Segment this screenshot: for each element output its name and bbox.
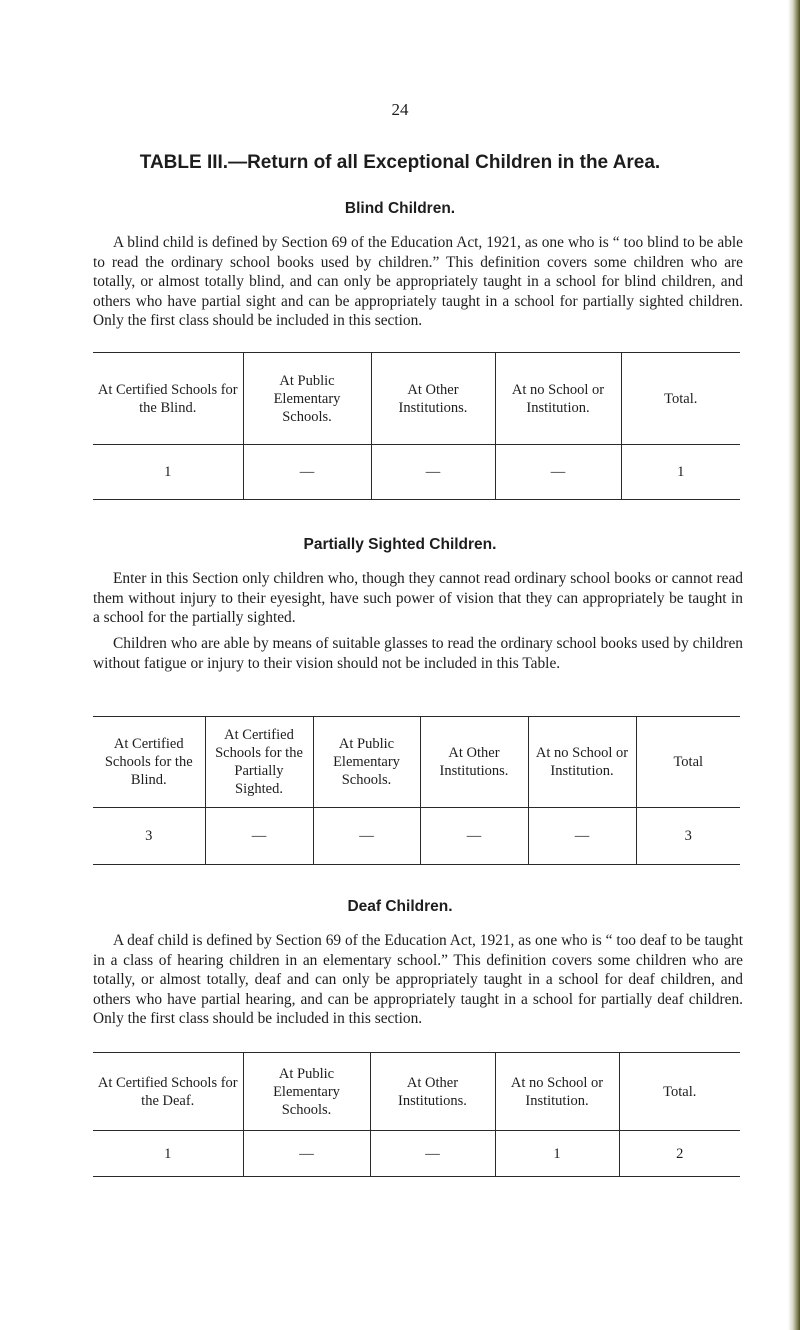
header-certified-schools-partially-sighted: At Certified Schools for the Partially Sighted. (205, 717, 313, 808)
partially-sighted-paragraph-1: Enter in this Section only children who, though they cannot read ordinary school books or cannot read them without injury to their eyesight, have such power of vision that they can appropriately be taught in a school for the partially sighted. (93, 570, 743, 627)
deaf-children-table (93, 1052, 740, 1177)
blind-definition-paragraph: A blind child is defined by Section 69 of the Education Act, 1921, as one who is “ too blind to be able to read the ordinary school books used by children.” This definition covers some children who are totally, or almost totally blind, and can only be appropriately taught in a school for blind children, and others who have partial sight and can be appropriately taught in a school for partially sighted children. Only the first class should be included in this section. (93, 234, 743, 330)
header-no-school: At no School or Institution. (495, 1053, 619, 1131)
value-public-elementary: — (313, 808, 420, 865)
value-certified-schools-blind: 3 (145, 828, 153, 844)
value-no-school: 1 (495, 1131, 619, 1177)
header-no-school: At no School or Institution. (528, 717, 636, 808)
partially-sighted-paragraph-2: Children who are able by means of suitable glasses to read the ordinary school books used by children without fatigue or injury to their vision should not be included in this Table. (93, 635, 743, 672)
value-other-institutions: — (371, 445, 495, 500)
header-no-school: At no School or Institution. (495, 353, 621, 445)
value-no-school: — (495, 445, 621, 500)
header-total: Total. (619, 1053, 740, 1131)
value-other-institutions: — (420, 808, 528, 865)
header-other-institutions: At Other Institutions. (420, 717, 528, 808)
header-other-institutions: At Other Institutions. (371, 353, 495, 445)
value-public-elementary: — (243, 1131, 370, 1177)
deaf-children-heading: Deaf Children. (347, 898, 453, 915)
table-row (93, 808, 740, 865)
table-row (93, 1131, 740, 1177)
header-public-elementary: At Public Elementary Schools. (243, 353, 371, 445)
blind-children-table (93, 352, 740, 500)
partially-sighted-table (93, 716, 740, 865)
header-certified-schools-blind: At Certified Schools for the Blind. (93, 717, 205, 808)
header-public-elementary: At Public Elementary Schools. (313, 717, 420, 808)
header-certified-schools-deaf: At Certified Schools for the Deaf. (93, 1053, 243, 1131)
value-public-elementary: — (243, 445, 371, 500)
header-public-elementary: At Public Elementary Schools. (243, 1053, 370, 1131)
partially-sighted-heading: Partially Sighted Children. (303, 536, 497, 553)
value-total: 1 (621, 445, 740, 500)
value-no-school: — (528, 808, 636, 865)
page-title: TABLE III.—Return of all Exceptional Children in the Area. (139, 152, 661, 173)
header-total: Total (636, 717, 740, 808)
value-certified-schools-partially-sighted: — (205, 808, 313, 865)
header-total: Total. (621, 353, 740, 445)
header-other-institutions: At Other Institutions. (370, 1053, 495, 1131)
page-edge-shadow (788, 0, 800, 1330)
value-total: 3 (636, 808, 740, 865)
value-certified-schools-blind: 1 (164, 464, 172, 480)
page-number: 24 (391, 100, 409, 119)
value-total: 2 (619, 1131, 740, 1177)
value-certified-schools-deaf: 1 (164, 1145, 172, 1162)
table-row (93, 445, 740, 500)
blind-children-heading: Blind Children. (344, 200, 456, 217)
header-certified-schools-blind: At Certified Schools for the Blind. (93, 353, 243, 445)
value-other-institutions: — (370, 1131, 495, 1177)
deaf-definition-paragraph: A deaf child is defined by Section 69 of the Education Act, 1921, as one who is “ too deaf to be taught in a class of hearing children in an elementary school.” This definition covers some children who are totally, or almost totally, deaf and can only be appropriately taught in a school for deaf children, and others who have partial hearing, and can be appropriately taught in a school for partially deaf children. Only the first class should be included in this section. (93, 932, 743, 1028)
